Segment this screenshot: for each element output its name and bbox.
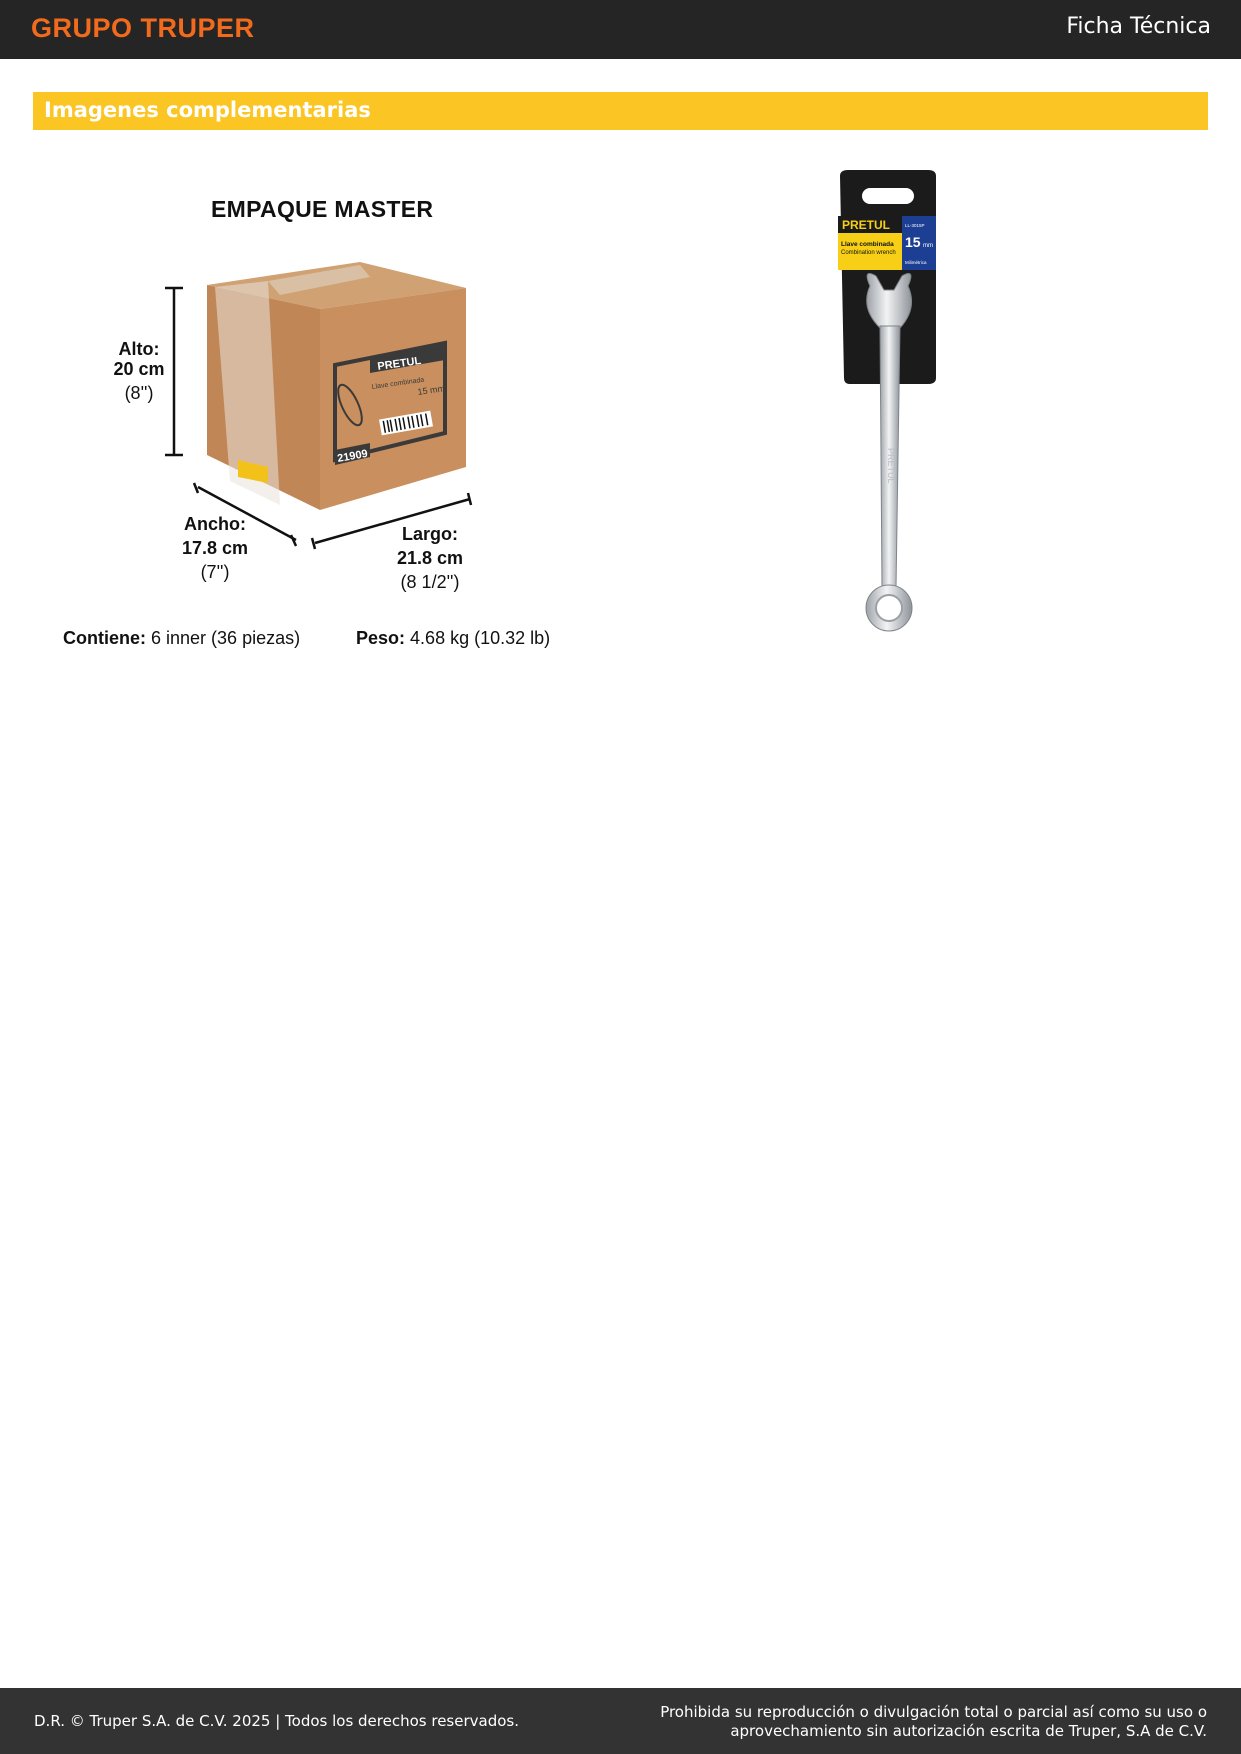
footer-disclaimer-line1: Prohibida su reproducción o divulgación total o parcial así como su uso o <box>660 1703 1207 1721</box>
ancho-label-title: Ancho: <box>184 514 246 534</box>
box-product-text: Llave combinada <box>371 376 425 391</box>
peso-info <box>356 628 550 649</box>
contiene-value: 6 inner (36 piezas) <box>151 628 301 648</box>
contiene-info <box>63 628 300 649</box>
largo-label <box>385 522 475 594</box>
card-product-en-text: Combination wrench <box>841 250 896 256</box>
section-title: Imagenes complementarias <box>44 98 371 122</box>
product-wrench-image <box>832 168 942 653</box>
alto-label <box>103 337 175 405</box>
card-brand-text: PRETUL <box>842 218 890 232</box>
ancho-imperial: (7'') <box>200 562 230 582</box>
peso-value: 4.68 kg (10.32 lb) <box>410 628 551 648</box>
contiene-label: Contiene: <box>63 628 146 648</box>
ancho-value: 17.8 cm <box>181 538 249 558</box>
alto-imperial: (8'') <box>124 383 154 403</box>
largo-label-title: Largo: <box>402 524 458 544</box>
largo-imperial: (8 1/2'') <box>400 572 460 592</box>
ancho-label <box>170 512 260 584</box>
grupo-truper-logo: GRUPO TRUPER <box>31 13 255 43</box>
master-box-image <box>160 255 490 555</box>
box-code-text: 21909 <box>336 447 369 465</box>
header-bar <box>0 0 1241 59</box>
card-unit-text: mm <box>923 243 933 249</box>
wrench-engraving-brand: PRETUL <box>886 448 896 484</box>
peso-label: Peso: <box>356 628 406 648</box>
footer-disclaimer <box>647 1703 1207 1741</box>
alto-label-title: Alto: <box>118 339 160 359</box>
box-brand-text: PRETUL <box>376 354 422 373</box>
footer-copyright: D.R. © Truper S.A. de C.V. 2025 | Todos los derechos reservados. <box>34 1712 519 1730</box>
alto-value: 20 cm <box>113 359 165 379</box>
master-pack-title: EMPAQUE MASTER <box>211 196 434 222</box>
footer-bar <box>0 1688 1241 1754</box>
card-sku-text: LL-3015P <box>905 223 925 228</box>
card-system-text: Milimétrica <box>905 260 927 265</box>
page-title: Ficha Técnica <box>1066 14 1211 39</box>
section-header <box>33 92 1208 130</box>
largo-value: 21.8 cm <box>396 548 464 568</box>
card-size-text: 15 <box>905 234 921 250</box>
card-product-es-text: Llave combinada <box>841 241 894 248</box>
footer-disclaimer-line2: aprovechamiento sin autorización escrita de Truper, S.A de C.V. <box>730 1722 1207 1740</box>
box-size-text: 15 mm <box>416 383 446 397</box>
